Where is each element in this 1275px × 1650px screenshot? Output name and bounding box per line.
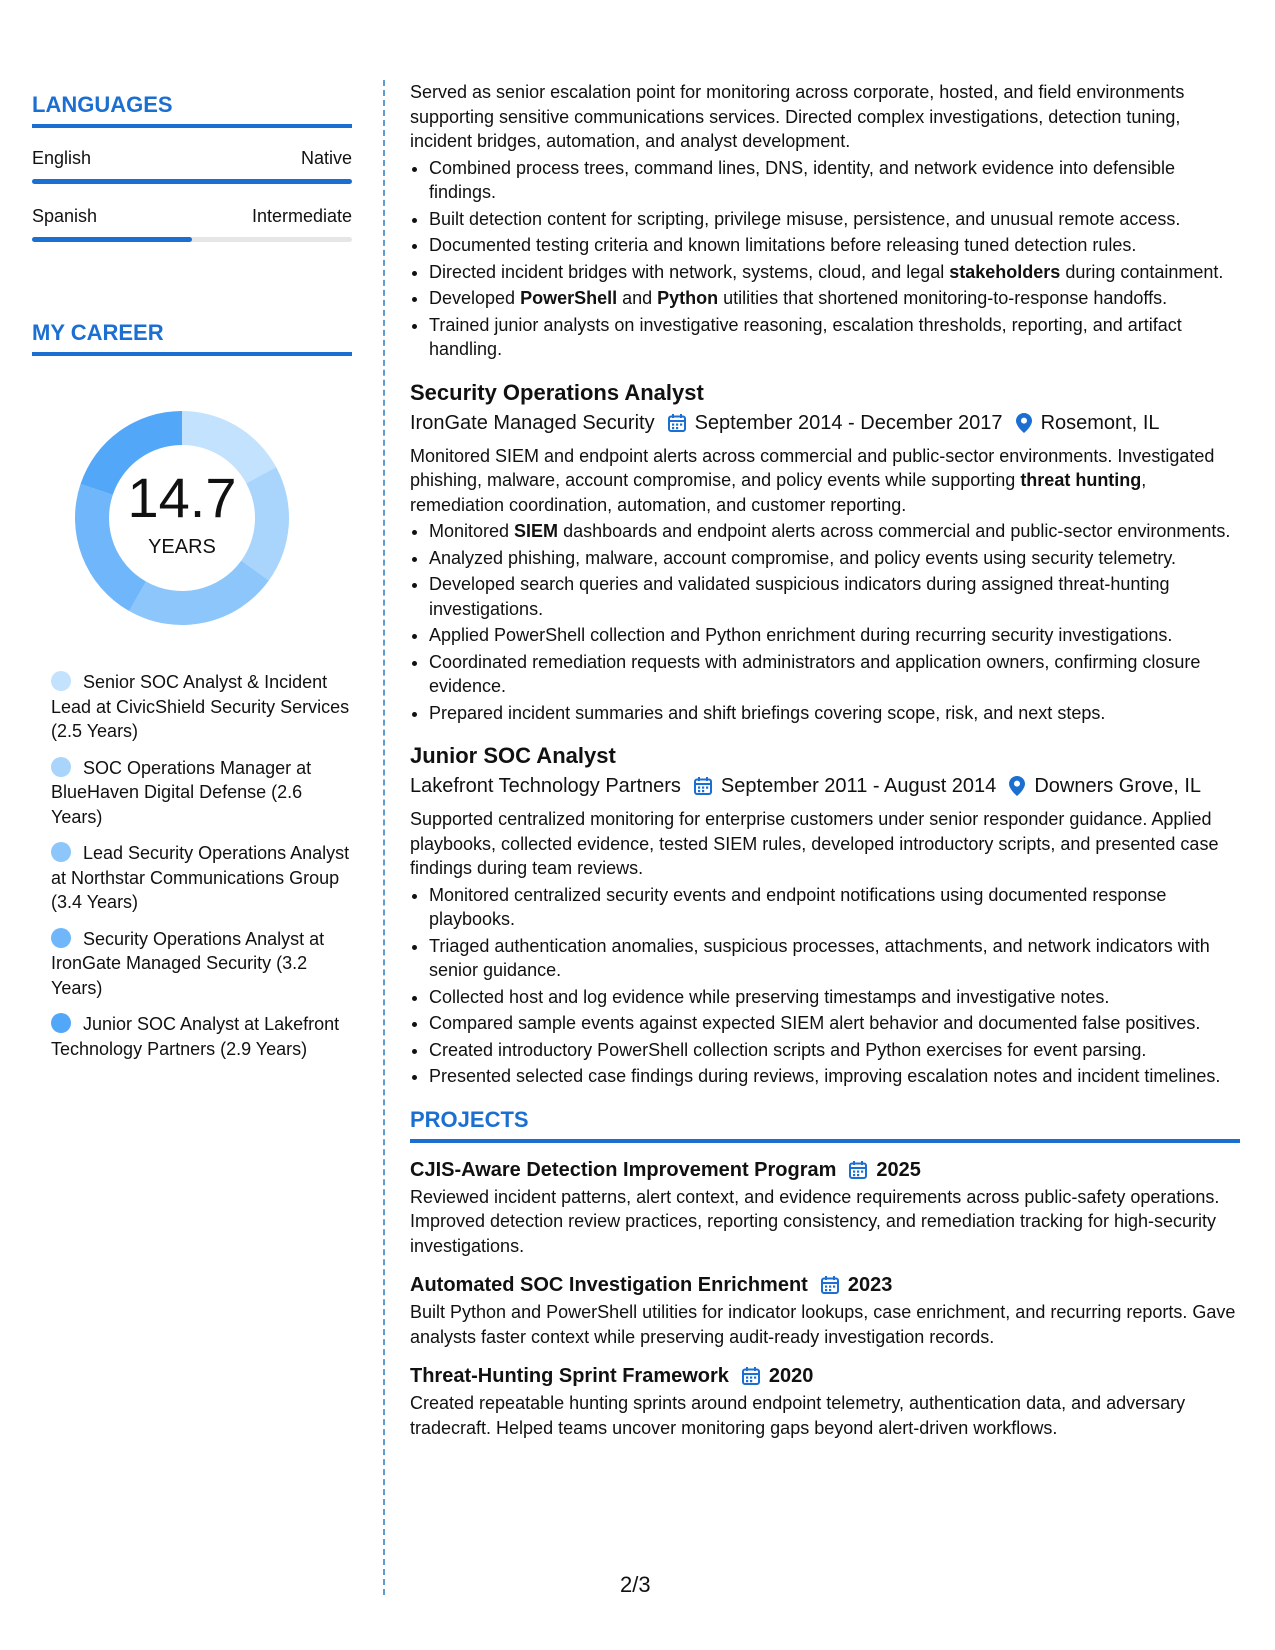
- bullet-text: Applied PowerShell collection and Python enrichment during recurring security investigations.: [429, 625, 1173, 645]
- language-name: English: [32, 148, 92, 168]
- bullet-keyword: PowerShell: [520, 288, 618, 308]
- bullet-text: Documented testing criteria and known limitations before releasing tuned detection rules.: [429, 235, 1137, 255]
- company-name: Lakefront Technology Partners: [410, 775, 681, 797]
- job-bullets: [410, 883, 1240, 1089]
- bullet-text: dashboards and endpoint alerts across commercial and public-sector environments.: [558, 521, 1231, 541]
- language-level-fill: [32, 179, 352, 184]
- legend-label: Security Operations Analyst at IronGate Managed Security (3.2 Years): [51, 928, 325, 998]
- project-year: 2025: [876, 1158, 921, 1181]
- bullet-text: Monitored: [429, 521, 515, 541]
- project-title-row: [410, 1270, 1240, 1300]
- bullet-item: [429, 519, 1240, 544]
- language-level-fill: [32, 237, 192, 242]
- company-name: IronGate Managed Security: [410, 411, 655, 434]
- project-title: CJIS-Aware Detection Improvement Program: [410, 1158, 837, 1181]
- calendar-icon: [820, 1275, 840, 1295]
- project-entry: [410, 1361, 1240, 1440]
- project-description: Reviewed incident patterns, alert context, and evidence requirements across public-safety operations. Improved detection review practices, reporting consistency, and remediation tracking for high-security investigations.: [410, 1186, 1220, 1256]
- project-year: 2023: [847, 1274, 893, 1296]
- bullet-text: Combined process trees, command lines, DNS, identity, and network evidence into defensible findings.: [429, 157, 1176, 202]
- bullet-text: during containment.: [1060, 261, 1224, 282]
- project-entry: [410, 1155, 1240, 1259]
- career-legend: [32, 670, 352, 1061]
- language-level: Native: [300, 148, 352, 168]
- map-pin-icon: [1008, 775, 1026, 797]
- job-summary: [410, 444, 1240, 518]
- languages-heading: LANGUAGES: [32, 92, 352, 128]
- legend-dot: [51, 842, 71, 862]
- job-bullets: [410, 156, 1240, 362]
- job-title: Junior SOC Analyst: [410, 743, 616, 768]
- bullet-item: [429, 623, 1240, 648]
- legend-item: [51, 756, 352, 830]
- bullet-text: Developed search queries and validated suspicious indicators during assigned threat-hunting investigations.: [429, 574, 1170, 619]
- legend-dot: [51, 928, 71, 948]
- summary-keyword: threat hunting: [1020, 470, 1142, 490]
- bullet-text: Built detection content for scripting, privilege misuse, persistence, and unusual remote access.: [429, 208, 1181, 229]
- project-description: Created repeatable hunting sprints around endpoint telemetry, authentication data, and adversary tradecraft. Helped teams uncover monitoring gaps beyond alert-driven workflows.: [410, 1393, 1186, 1438]
- legend-item: [51, 841, 352, 915]
- job-summary: [410, 807, 1240, 881]
- bullet-item: [429, 156, 1240, 205]
- project-year: 2020: [768, 1365, 814, 1387]
- bullet-keyword: stakeholders: [949, 261, 1061, 282]
- calendar-icon: [848, 1160, 868, 1180]
- summary-text: Supported centralized monitoring for enterprise customers under senior responder guidance. Applied playbooks, collected evidence, tested SIEM rules, developed introductory scripts, and presented case findings during team reviews.: [410, 809, 1219, 878]
- language-level: Intermediate: [251, 206, 352, 226]
- legend-dot: [51, 1013, 71, 1033]
- project-title-row: [410, 1361, 1240, 1391]
- bullet-item: [429, 260, 1240, 285]
- language-name: Spanish: [32, 206, 98, 226]
- project-description: Built Python and PowerShell utilities for indicator lookups, case enrichment, and recurring reports. Gave analysts faster context while preserving audit-ready investigation records.: [410, 1302, 1236, 1347]
- job-location: Rosemont, IL: [1040, 411, 1160, 434]
- legend-item: [51, 1012, 352, 1061]
- calendar-icon: [741, 1366, 761, 1386]
- bullet-keyword: Python: [657, 288, 719, 308]
- legend-item: [51, 927, 352, 1001]
- project-title-row: [410, 1155, 1240, 1185]
- bullet-text: Analyzed phishing, malware, account compromise, and policy events using security telemetry.: [429, 547, 1177, 568]
- bullet-item: [429, 546, 1240, 571]
- career-donut-chart: [62, 398, 302, 638]
- bullet-item: [429, 883, 1240, 932]
- calendar-icon: [667, 413, 687, 433]
- legend-dot: [51, 757, 71, 777]
- job-entry: [410, 741, 1240, 1089]
- legend-label: Senior SOC Analyst & Incident Lead at CivicShield Security Services (2.5 Years): [51, 672, 350, 741]
- bullet-text: Presented selected case findings during reviews, improving escalation notes and incident timelines.: [429, 1066, 1221, 1086]
- legend-label: SOC Operations Manager at BlueHaven Digital Defense (2.6 Years): [51, 757, 312, 827]
- bullet-text: Prepared incident summaries and shift briefings covering scope, risk, and next steps.: [429, 702, 1106, 723]
- job-title: Security Operations Analyst: [410, 379, 704, 405]
- legend-item: [51, 670, 352, 744]
- legend-dot: [51, 671, 71, 691]
- bullet-item: [429, 1064, 1240, 1089]
- bullet-text: Monitored centralized security events and endpoint notifications using documented response playbooks.: [429, 884, 1167, 929]
- bullet-item: [429, 1011, 1240, 1036]
- bullet-item: [429, 572, 1240, 621]
- legend-label: Junior SOC Analyst at Lakefront Technology Partners (2.9 Years): [51, 1014, 340, 1059]
- bullet-text: Created introductory PowerShell collection scripts and Python exercises for event parsing.: [429, 1039, 1147, 1060]
- job-entry: [410, 378, 1240, 726]
- job-summary: Served as senior escalation point for monitoring across corporate, hosted, and field environments supporting sensitive communications services. Directed complex investigations, detection tuning, incident bridges, automation, and analyst development.: [410, 82, 1185, 151]
- language-level-bar: [32, 237, 352, 242]
- bullet-item: [429, 286, 1240, 311]
- bullet-item: [429, 313, 1240, 362]
- bullet-text: Coordinated remediation requests with administrators and application owners, confirming closure evidence.: [429, 651, 1201, 696]
- bullet-keyword: SIEM: [514, 521, 559, 541]
- project-title: Threat-Hunting Sprint Framework: [410, 1365, 729, 1387]
- page-number: 2/3: [620, 1572, 651, 1597]
- bullet-text: Developed: [429, 288, 521, 308]
- summary-text: , remediation coordination, automation, and customer reporting.: [410, 470, 1147, 515]
- bullet-item: [429, 985, 1240, 1010]
- job-bullets: [410, 519, 1240, 725]
- bullet-text: Compared sample events against expected SIEM alert behavior and documented false positives.: [429, 1013, 1201, 1033]
- bullet-item: [429, 207, 1240, 232]
- project-title: Automated SOC Investigation Enrichment: [410, 1274, 808, 1296]
- donut-segment: [129, 561, 269, 625]
- career-heading: MY CAREER: [32, 320, 352, 356]
- bullet-item: [429, 701, 1240, 726]
- bullet-text: Triaged authentication anomalies, suspicious processes, attachments, and network indicators with senior guidance.: [429, 935, 1210, 980]
- language-item: [32, 206, 352, 242]
- summary-text: Monitored SIEM and endpoint alerts across commercial and public-sector environments. Investigated phishing, malware, account compromise, and policy events while supporting: [410, 445, 1215, 490]
- bullet-text: Directed incident bridges with network, systems, cloud, and legal: [429, 261, 950, 282]
- job-location: Downers Grove, IL: [1034, 775, 1202, 797]
- legend-label: Lead Security Operations Analyst at Northstar Communications Group (3.4 Years): [51, 843, 350, 912]
- job-continued: [410, 80, 1240, 362]
- calendar-icon: [693, 776, 713, 796]
- job-meta: [410, 771, 1240, 801]
- bullet-item: [429, 233, 1240, 258]
- bullet-item: [429, 934, 1240, 983]
- project-entry: [410, 1270, 1240, 1349]
- job-meta: [410, 408, 1240, 438]
- bullet-item: [429, 650, 1240, 699]
- sidebar: [32, 92, 352, 1073]
- career-total-value: 14.7: [127, 466, 237, 529]
- language-level-bar: [32, 179, 352, 184]
- map-pin-icon: [1015, 412, 1033, 434]
- bullet-text: utilities that shortened monitoring-to-response handoffs.: [718, 288, 1168, 308]
- language-item: [32, 148, 352, 184]
- job-dates: September 2011 - August 2014: [720, 775, 997, 797]
- job-dates: September 2014 - December 2017: [694, 411, 1003, 434]
- bullet-text: Trained junior analysts on investigative reasoning, escalation thresholds, reporting, and artifact handling.: [429, 314, 1182, 359]
- bullet-text: and: [617, 288, 658, 308]
- column-divider: [383, 80, 385, 1595]
- bullet-text: Collected host and log evidence while preserving timestamps and investigative notes.: [429, 986, 1110, 1007]
- main-content: [410, 80, 1240, 1440]
- bullet-item: [429, 1038, 1240, 1063]
- projects-heading: PROJECTS: [410, 1107, 1240, 1143]
- career-total-unit: YEARS: [148, 536, 216, 558]
